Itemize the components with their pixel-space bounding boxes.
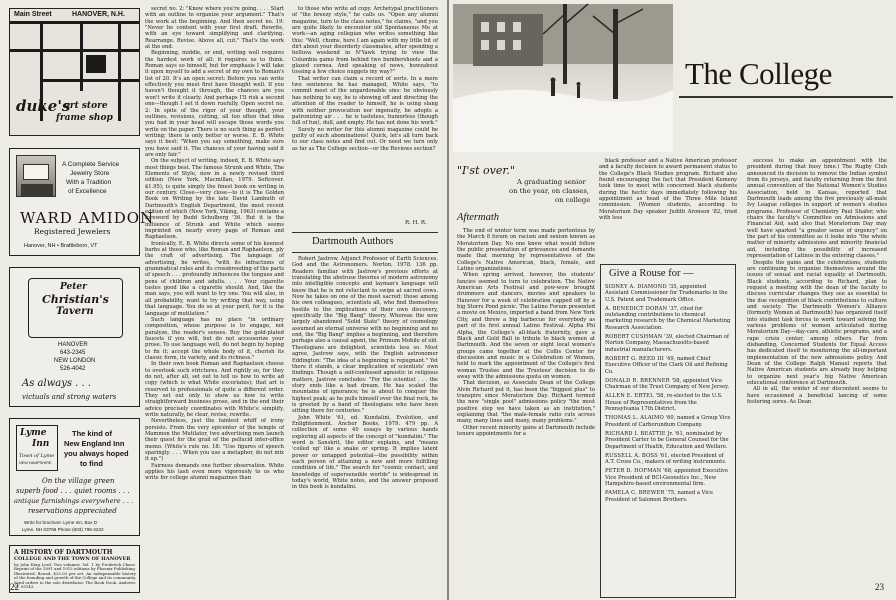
- article-paragraph: Beginning, middle, or end, writing well requires the hardest work of all: it requires us to think. Roman says so himself, but for emphasis I will take it upon myself to add a secret of my own to Roman's list of 20. It's an open secret: Before you can write effectively you must first have thought well. If you haven't thought it through, the chances are you won't write it clearly. And perhaps I'll risk a second one—though I set it down ruefully. Open secret no. 2: In spite of the rigor of your thought, your outlines, revisions, cutting, all too often that idea you had in your head will escape those words you write on the paper. There is no such thing as perfect writing; there is only better or worse. E. B. White says it best: "When you say something, make sure you have said it. The chances of your having said it are only fair.": [145, 50, 284, 158]
- authors-box-title-rule: [292, 252, 438, 253]
- rouse-box-title: Give a Rouse for —: [609, 268, 694, 279]
- page-number-left: 22: [10, 582, 19, 592]
- snow-scene-drawing: [453, 4, 673, 152]
- rouse-entry-name: DONALD R. BRENNER: [605, 377, 670, 384]
- dukes-frame-shop: frame shop: [56, 113, 113, 123]
- tavern-loc-new-london: NEW LONDON: [54, 358, 96, 364]
- lyme-logo-4: NEW HAMPSHIRE: [19, 461, 52, 465]
- tavern-name-3: Tavern: [56, 306, 94, 317]
- lyme-logo-1: Lyme: [20, 428, 47, 438]
- rouse-entry-text: '35, appointed Assistant Commissioner for Trademarks in the U.S. Patent and Trademark Office.: [605, 284, 728, 303]
- history-body: by John King Lord. Two volumes. Vol. 1 by Frederick Chase. Reprint of the 1891 and 1913 editions by Phoenix Publishing. Illustrated, Bound, $25.00 per set. An indispensable history of the founding and growth of the College and its community. Send orders to the sole distributor, The Book Nook, Andover, Vt. 05143.: [14, 562, 136, 590]
- ward-amidon-ad: [9, 148, 155, 256]
- article-paragraph: Other recent minority gains at Dartmouth include tenure appointments for a: [457, 424, 595, 437]
- rouse-entry-name: RUSSELL A. BOSS: [605, 452, 658, 459]
- rouse-entry-text: '68, appointed Executive Vice President of BCI-Geonetics Inc., New Hampshire-based environmental firm.: [605, 468, 729, 488]
- article-paragraph: to those who write ad copy. Archetypal practitioners of "the breezy style," he calls us. "Open any alumni magazine, turn to the class notes," he claims, "and you are quite likely to encounter old Spontaneous Me at work—an aging collegian who writes something like this: "Well, chums, here I am again with my little bit of dirt about your disorderly classmates, after spending a helluva weekend in N'Yawk trying to view the Columbia game from behind two bumbershoots and a glazed cornea. And speaking of news, howzabout tossing a few choice nuggets my way?": [292, 6, 438, 76]
- right-column-1: [457, 228, 595, 594]
- rouse-entry-name: RICHARD I. BEATTIE: [605, 430, 666, 437]
- article-paragraph: Such language has no place "in ordinary composition, whose purpose is to engage, not paralyze, the reader's senses. Buy the gold-plated faucets if you will, but do not accessorize your prose. To use language well, do not begin by hoping to fix it; accept the whole body of it, cherish its classic form, its variety, and its richness.": [145, 316, 284, 361]
- rouse-entry: [605, 415, 731, 428]
- rouse-entry-name: PETER D. HOFMAN: [605, 468, 662, 475]
- ward-amidon-name: WARD AMIDON: [20, 209, 155, 227]
- lyme-tag-2: superb food . . . quiet rooms . . .: [16, 487, 130, 495]
- tavern-name-2: Christian's: [42, 293, 109, 306]
- right-column-2: [599, 158, 737, 260]
- peter-christians-ad: [9, 267, 140, 407]
- left-column-3: [292, 6, 438, 218]
- dartmouth-history-ad: [9, 545, 140, 593]
- rouse-entry: [605, 431, 731, 450]
- lyme-tag-4: reservations appreciated: [28, 507, 117, 515]
- lyme-logo-3: Town of Lyme: [19, 453, 55, 459]
- article-paragraph: success to make an appointment with the president during that busy time.) The Rugby Club announced its decision to remove the Indian symbol from its jerseys, and faculty returning from the first annual convention of the National Women's Studies Association, held in Kansas, reported that Dartmouth leads among the five previously all-male Ivy League colleges in support of women's studies programs. Professor of Chemistry Paul Shafer, who chairs the faculty's Committee on Admissions and Financial Aid, said also that Moratorium Day may well have sparked "a greater sense of urgency" on the part of his committee as it looks into "the whole matter of minority admissions and minority financial aid, including the possibility of increased representation of Latinos in the entering classes.": [747, 158, 887, 260]
- ward-locations: Hanover, NH • Brattleboro, VT: [24, 243, 98, 249]
- ward-registered-jewelers: Registered Jewelers: [34, 227, 111, 236]
- article-paragraph: Nevertheless, just the faintest whiff of irony persists. From the very epicenter of the temple of Mammon the Mutilator, two advertising men launch their quest for the grail of the pellucid inter-office memo. (White's rule no. 18: "Use figures of speech sparingly. . . . When you use a metaphor, do not mix it up."): [145, 418, 284, 463]
- storefront-photo: [16, 155, 56, 197]
- left-column-2: [145, 6, 284, 591]
- article-paragraph: On the subject of writing, indeed, E. B. White says most things best. The famous Strunk and White, The Elements of Style, now in a newly revised third edition (New York, Macmillan, 1979. Softcover. $1.95), is quite simply the finest book on writing in our century. Close—very close—to it is The Golden Book on Writing by the late David Lambuth of Dartmouth's English Department, the most recent edition of which (New York, Viking, 1963) contains a foreword by Budd Schulberg '36. But it is the influence of Strunk and White which seems imprinted on nearly every page of Roman and Raphaelson.: [145, 158, 284, 241]
- rouse-entry: [605, 453, 731, 466]
- rouse-entry-text: '58, appointed Vice Chairman of the Trust Company of New Jersey.: [605, 377, 730, 391]
- rouse-entry-text: '39, elected Chairman of Norton Company, Massachusetts-based industrial manufacturers.: [605, 334, 729, 353]
- authors-box-top-rule: [292, 232, 438, 233]
- article-paragraph: In their own book Roman and Raphaelson choose to overlook such strictures. And rightly so, for they do not, after all, set out to tell us how to write ad copy (which is what White excoriates); that art is reserved to professionals of quite a different order. They set out only to show us how to write straightforward business prose, and in the end their advice precisely coordinates with White's: simplify, write naturally, be clear, revise, rewrite.: [145, 361, 284, 418]
- lyme-address: Lyme, NH 03768 Phone (603) 795-2222: [22, 527, 104, 532]
- tavern-slogan-1: As always . . .: [22, 378, 92, 389]
- rouse-entry-text: '61, elected President of A.T. Cross Co., makers of writing instruments.: [605, 452, 727, 466]
- rouse-entry-name: THOMAS L. ALAIMO: [605, 415, 664, 422]
- history-title-2: COLLEGE AND THE TOWN OF HANOVER: [14, 556, 131, 562]
- article-paragraph: When spring arrived, however, the students' fancies seemed to turn to celebration. The Native American Arts Festival and pow-wow brought drummers and dancers, movies and speakers to Hanover for a week of celebration capped off by a big Storrs Pond picnic. The Latino Forum presented a movie on Mexico, imported a band from New York City, and threw a big barbecue for everybody as part of its first annual Latino Festival. Alpha Phi Alpha, the College's all-black fraternity, gave a Black and Gold Ball in tribute to black women at Dartmouth. And the seven or eight local women's groups came together at the Collis Center for discussion and music in a Celebration of Women, held to mark the appointment of the College's first woman Trustee and the Trustees' decision to do away with the admissions quota on women.: [457, 272, 595, 380]
- tavern-phone-new-london: 526-4042: [60, 366, 86, 372]
- map-road: [40, 79, 139, 82]
- caption-line-2: on the year, on classes,: [509, 187, 589, 195]
- rouse-entry-name: A. BENEDICT DORAN: [605, 305, 668, 312]
- lyme-headline-1: The kind of: [72, 429, 112, 438]
- ward-tagline-3: With a Tradition: [66, 179, 112, 186]
- map-town-label: HANOVER, N.H.: [72, 11, 125, 18]
- rouse-entry-text: '49, named Chief Executive Officer of the Clark Oil and Refining Co.: [605, 355, 728, 375]
- right-column-3: [747, 158, 887, 588]
- article-paragraph: All in all, the winter of our discontent seems to have occasioned a beneficial lancing of some festering sores. As Dean: [747, 386, 887, 406]
- left-page: [0, 0, 447, 600]
- map-store-marker: [86, 55, 106, 73]
- rouse-entry-name: ROBERT G. REED III: [605, 355, 664, 362]
- tavern-phone-hanover: 643-2345: [60, 350, 86, 356]
- history-title-1: A HISTORY OF DARTMOUTH: [14, 549, 113, 556]
- lyme-tag-3: antique furnishings everywhere . . .: [14, 497, 134, 505]
- rouse-box-entries: [605, 284, 731, 596]
- lyme-headline-4: to find: [80, 459, 103, 468]
- article-paragraph: Ironically, E. B. White directs some of his keenest barbs at those who, like Roman and Raphaelson, ply the craft of advertising. The language of advertising, he writes, "with its infractions of grammatical rules and its crossbreeding of the parts of speech . . . profoundly influences the tongues and pens of children and adults. . . . Your cigarette tastes good like a cigarette should. And, like the man says, you will want to try one. You will also, in all probability, want to try writing that way, using that language. You do so at your peril, for it is the language of mutilation.": [145, 240, 284, 317]
- rouse-entry-text: '75, named a Vice President of Salomon Brothers.: [605, 490, 713, 503]
- tavern-loc-hanover: HANOVER: [58, 342, 88, 348]
- rouse-entry-text: Jr. '61, nominated by President Carter to be General Counsel for the Department of Health, Education and Welfare.: [605, 430, 729, 450]
- lyme-inn-ad: [9, 418, 140, 536]
- right-page: [449, 0, 896, 600]
- campus-snow-photo: [453, 4, 673, 152]
- caption-quote: "I'st over.": [457, 164, 515, 177]
- ward-tagline-2: Jewelry Store: [70, 170, 110, 177]
- article-paragraph: Despite the gains and the celebrations, students are continuing to organize themselves around the issues of sexual and racial equality at Dartmouth. Black students, according to Richard, plan to request a meeting with the dean of the faculty to discuss curricular changes they see as essential to the due recognition of black contributions to culture and society. The Dartmouth Women's Alliance (formerly Women at Dartmouth) has organized itself into student task forces to work toward solving the various problems of women articulated during Moratorium Day—day-care, athletic programs, and a rape crisis center, among others. Far from disbanding, Concerned Students for Equal Access has dedicated itself to monitoring the all-important implementation of the new admissions policy. And Dean of the College Ralph Manuel reports that Native American students are already busy helping to organize next year's big Native American educational conference at Dartmouth.: [747, 259, 887, 387]
- article-paragraph: secret no. 2: "Know where you're going. . . . Start with an outline to organize your argument." That's the work at the beginning. And then secret no. 19: "Never be content with your first draft. Rewrite, with an eye toward simplifying and clarifying. Rearrange. Revise. Above all, cut." That's the work at the end.: [145, 6, 284, 51]
- rouse-entry-text: '58, re-elected to the U.S. House of Representatives from the Pennsylvania 17th District.: [605, 393, 723, 413]
- rouse-entry-name: PAMELA C. BREWER: [605, 490, 665, 497]
- rouse-entry-text: '37, cited for outstanding contributions to chemical marketing research by the Chemical Marketing Research Association.: [605, 305, 731, 331]
- article-paragraph: The end of winter term was made portentous by the March 8 forum on racism and sexism known as Moratorium Day. No one knew what would follow the public presentation of grievances and demands made that morning by representatives of the College's Native American, black, female, and Latino organizations.: [457, 228, 595, 273]
- author-review-entry: Robert Jastrow, Adjunct Professor of Earth Sciences. God and the Astronomers. Norton, 1978. 136 pp. Readers familiar with Jastrow's previous efforts at translating the abstruse theories of modern astronomy into intelligible concepts and layman's language will know that he is not reluctant to swipe at sacred cows. Now he takes on one of the most sacred: those among his own colleagues, scientists all, who find themselves hostile to the implications of their own discovery, specifically the "Big Bang" theory. Whereas the now largely abandoned "Solid State" theory of cosmology assumed an eternal universe with no beginning and no end, the "Big Bang" implies a beginning, and therefore perhaps also a causal agent, the Primum Mobile of old. Theologians are delighted, scientists less so. Most agree, Jastrow says, with the English astronomer Eddington: "The idea of a beginning is repugnant." Yet there it stands, a clear implication of scientists' own findings. Though a self-confessed agnostic in religious matters, Jastrow concludes: "For the scientist . . . the story ends like a bad dream. He has scaled the mountains of ignorance; he is about to conquer the highest peak; as he pulls himself over the final rock, he is greeted by a band of theologians who have been sitting there for centuries.": [292, 256, 438, 415]
- lyme-headline-3: you always hoped: [64, 449, 129, 458]
- page-number-right: 23: [875, 582, 884, 592]
- rouse-entry: [605, 306, 731, 331]
- dukes-art-store: art store: [64, 101, 108, 111]
- authors-box-title: Dartmouth Authors: [312, 236, 394, 247]
- lyme-headline-2: New England Inn: [64, 439, 125, 448]
- article-paragraph: black professor and a Native American professor and a faculty decision to award permanent status to the College's Black Studies program. Richard also found encouraging the fact that President Kemeny took time to meet with concerned black students during the hectic days immediately following his appointment as head of the Three Mile Island commission. (Women students, according to Moratorium Day speaker Judith Aronson '82, tried with less: [599, 158, 737, 222]
- dukes-store-name: duke's: [16, 97, 71, 115]
- rouse-entry: [605, 378, 731, 391]
- rouse-entry-name: SIDNEY A. DIAMOND: [605, 284, 667, 290]
- map-road: [118, 21, 121, 121]
- authors-box-body: [292, 256, 438, 594]
- lyme-tag-1: On the village green: [42, 477, 115, 485]
- article-paragraph: That decision, as Associate Dean of the College Alvin Richard put it, has been the "biggest plus" to transpire since Moratorium Day. Richard termed the new "single pool" admissions policy "the most positive step we have taken as an institution," explaining that "the male-female ratio cuts across many, many lines and many, many problems.": [457, 380, 595, 425]
- aftermath-heading: Aftermath: [457, 212, 499, 223]
- lyme-brochure: Write for brochure: Lyme Inn, Box D: [24, 520, 98, 525]
- map-road: [10, 49, 139, 52]
- ward-tagline-4: of Excellence: [68, 188, 107, 195]
- article-paragraph: Surely no writer for this alumni magazine could be guilty of such abominations! Quick, let's all turn back to our class notes and find out. Or need we turn only as far as The College section—or the Reviews section?: [292, 126, 438, 152]
- map-main-street-label: Main Street: [14, 11, 52, 18]
- section-title-the-college: The College: [685, 56, 832, 91]
- rouse-entry: [605, 334, 731, 353]
- article-paragraph: Fairness demands one further observation. White applies his lash even more vigorously to us who write for college alumni magazines than: [145, 462, 284, 482]
- article-paragraph: That writer can claim a record of sorts. In a mere two sentences he has managed, White says, "to commit most of the unpardonable sins: he obviously has nothing to say, he is showing off and directing the attention of the reader to himself, he is using slang with neither provocation nor ingenuity, he adopts a patronizing air . . . he is tasteless, humorless (though full of fun), dull, and empty. He has not done his work.": [292, 75, 438, 127]
- tavern-name-1: Peter: [60, 282, 87, 292]
- rouse-entry: [605, 468, 731, 487]
- rouse-entry-name: ROBERT CUSHMAN: [605, 334, 663, 341]
- title-underline: [679, 96, 893, 98]
- caption-line-1: A graduating senior: [517, 178, 586, 186]
- rouse-entry: [605, 356, 731, 375]
- tavern-slogan-2: victuals and strong waters: [22, 393, 117, 401]
- rouse-entry-text: '60, named a Group Vice President of Carborundum Company.: [605, 415, 731, 428]
- column-signature: R. H. R.: [405, 220, 427, 226]
- ward-tagline-1: A Complete Service: [62, 161, 120, 168]
- caption-line-3: on college: [555, 196, 591, 204]
- author-review-entry: John White '61, ed. Kundalini, Evolution, and Enlightenment. Anchor Books, 1979. 479 pp. A collection of some 40 essays by various hands exploring all aspects of the concept of "kundalini." The word is Sanskrit, the editor explains, and "means 'coiled up' like a snake or spring. It implies latent power or untapped potential—the possibility within each person of attaining a new and more fulfilling condition of life." The search for "cosmic contact, and knowledge of supersensible worlds" is widespread in today's world, White notes, and the answer proposed in this book is kundalini.: [292, 414, 438, 491]
- dukes-map-ad: [9, 8, 140, 136]
- rouse-entry: [605, 393, 731, 412]
- rouse-entry: [605, 490, 731, 503]
- rouse-entry-name: ALLEN E. ERTEL: [605, 393, 654, 400]
- rouse-entry: [605, 284, 731, 303]
- lyme-logo-2: Inn: [32, 439, 50, 449]
